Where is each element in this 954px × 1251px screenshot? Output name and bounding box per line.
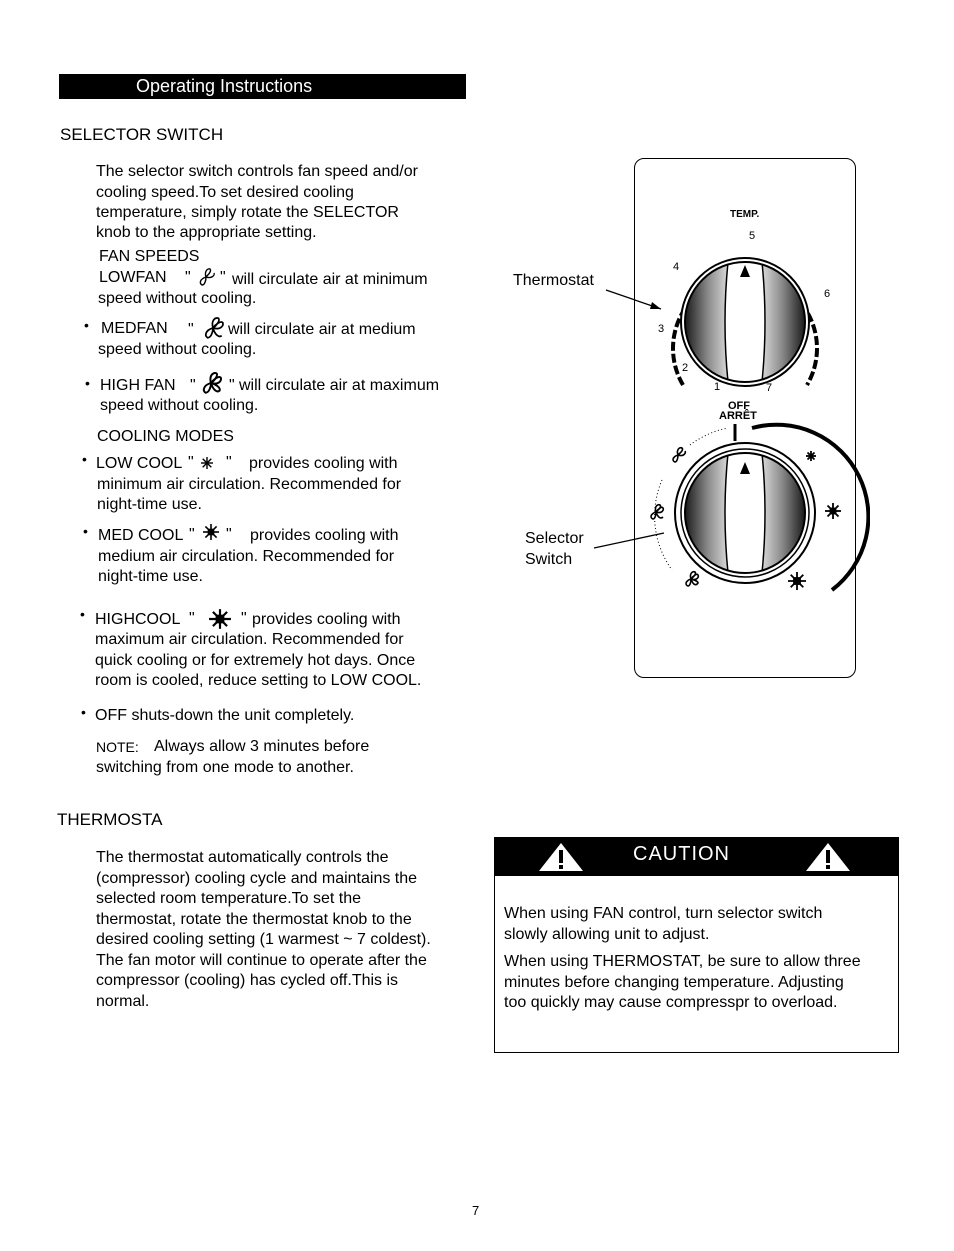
low-cool-text-3: night-time use.: [97, 496, 202, 513]
dial-number-6: 6: [824, 288, 831, 300]
off-label: OFF: [728, 400, 750, 412]
note-text-2: switching from one mode to another.: [96, 759, 354, 776]
med-cool-quote-close: ": [226, 526, 232, 543]
selector-callout-label-1: Selector: [525, 530, 584, 547]
thermostat-knob: [673, 258, 817, 386]
selector-intro-2: cooling speed.To set desired cooling: [96, 184, 354, 201]
low-cool-text-2: minimum air circulation. Recommended for: [97, 476, 402, 493]
med-fan-text-2: speed without cooling.: [98, 341, 257, 358]
med-fan-text-1: will circulate air at medium: [228, 321, 416, 338]
caution-para2-line3: too quickly may cause compresspr to overload.: [504, 994, 838, 1011]
caution-para1-line1: When using FAN control, turn selector switch: [504, 905, 823, 922]
med-cool-quote-open: ": [189, 526, 195, 543]
thermostat-text-1: The thermostat automatically controls the: [96, 849, 389, 866]
bullet: •: [80, 606, 85, 622]
caution-para2-line2: minutes before changing temperature. Adjusting: [504, 974, 844, 991]
note-label: NOTE:: [96, 739, 139, 755]
note-text-1: Always allow 3 minutes before: [154, 738, 370, 755]
selector-callout-label-2: Switch: [525, 551, 573, 568]
low-cool-quote-open: ": [188, 454, 194, 471]
thermostat-heading: THERMOSTA: [57, 810, 163, 829]
low-fan-quote-close: ": [220, 269, 226, 286]
high-fan-text-2: speed without cooling.: [100, 397, 259, 414]
high-fan-quote-open: ": [190, 377, 196, 394]
bullet: •: [82, 451, 87, 467]
caution-para1-line2: slowly allowing unit to adjust.: [504, 926, 710, 943]
med-cool-text-3: night-time use.: [98, 568, 203, 585]
fan-high-icon: [198, 370, 224, 396]
dial-number-7: 7: [766, 382, 773, 394]
thermostat-text-5: desired cooling setting (1 warmest ~ 7 coldest).: [96, 931, 431, 948]
caution-para2-line1: When using THERMOSTAT, be sure to allow three: [504, 953, 861, 970]
selector-callout-line: [594, 533, 664, 548]
high-cool-label: HIGHCOOL: [95, 611, 181, 628]
bullet: •: [84, 317, 89, 333]
dial-number-1: 1: [714, 381, 721, 393]
caution-title: CAUTION: [633, 843, 730, 865]
bullet: •: [81, 704, 86, 720]
high-fan-quote-close: ": [229, 377, 235, 394]
low-cool-label: LOW COOL: [96, 455, 183, 472]
dial-number-4: 4: [673, 261, 680, 273]
thermostat-text-3: selected room temperature.To set the: [96, 890, 362, 907]
high-cool-text-1: provides cooling with: [252, 611, 401, 628]
arret-label: ARRÊT: [719, 410, 757, 422]
warning-icon: [805, 842, 851, 872]
high-cool-quote-close: ": [241, 610, 247, 627]
warning-icon: [538, 842, 584, 872]
snowflake-medium-icon: [202, 523, 220, 541]
off-text: OFF shuts-down the unit completely.: [95, 707, 355, 724]
bullet: •: [83, 523, 88, 539]
high-fan-text-1: will circulate air at maximum: [239, 377, 440, 394]
dial-number-2: 2: [682, 362, 689, 374]
selector-heading: SELECTOR SWITCH: [60, 125, 224, 144]
dial-number-3: 3: [658, 323, 665, 335]
fan-medium-icon: [200, 315, 226, 341]
thermostat-text-2: (compressor) cooling cycle and maintains the: [96, 870, 418, 887]
cooling-modes-heading: COOLING MODES: [97, 428, 234, 445]
med-cool-text-1: provides cooling with: [250, 527, 399, 544]
dial-number-5: 5: [749, 230, 756, 242]
thermostat-text-8: normal.: [96, 993, 150, 1010]
high-cool-text-4: room is cooled, reduce setting to LOW COOL.: [95, 672, 422, 689]
fan-speeds-heading: FAN SPEEDS: [99, 248, 200, 265]
high-fan-label: HIGH FAN: [100, 377, 176, 394]
med-cool-text-2: medium air circulation. Recommended for: [98, 548, 395, 565]
high-cool-text-2: maximum air circulation. Recommended for: [95, 631, 404, 648]
med-fan-label: MEDFAN: [101, 320, 168, 337]
thermostat-text-4: thermostat, rotate the thermostat knob to the: [96, 911, 412, 928]
page-number: 7: [472, 1203, 480, 1218]
high-cool-quote-open: ": [189, 610, 195, 627]
high-cool-text-3: quick cooling or for extremely hot days. Once: [95, 652, 416, 669]
snowflake-large-icon: [208, 608, 232, 630]
snowflake-small-icon: [200, 456, 214, 470]
control-panel-drawing: [500, 150, 870, 690]
thermostat-text-7: compressor (cooling) has cycled off.This is: [96, 972, 399, 989]
low-cool-quote-close: ": [226, 454, 232, 471]
low-fan-text-2: speed without cooling.: [98, 290, 257, 307]
section-header-title: Operating Instructions: [136, 76, 313, 96]
low-cool-text-1: provides cooling with: [249, 455, 398, 472]
low-fan-text-1: will circulate air at minimum: [232, 271, 428, 288]
bullet: •: [85, 375, 90, 391]
low-fan-quote-open: ": [185, 269, 191, 286]
low-fan-label: LOWFAN: [99, 269, 167, 286]
fan-low-icon: [195, 266, 217, 288]
thermostat-text-6: The fan motor will continue to operate after the: [96, 952, 427, 969]
selector-intro-4: knob to the appropriate setting.: [96, 224, 317, 241]
med-cool-label: MED COOL: [98, 527, 184, 544]
temp-label: TEMP.: [730, 209, 760, 220]
med-fan-quote-open: ": [188, 321, 194, 338]
thermostat-callout-label: Thermostat: [513, 272, 594, 289]
selector-intro-1: The selector switch controls fan speed and/or: [96, 163, 418, 180]
section-header: [59, 74, 466, 99]
caution-header: [495, 838, 898, 876]
selector-intro-3: temperature, simply rotate the SELECTOR: [96, 204, 399, 221]
